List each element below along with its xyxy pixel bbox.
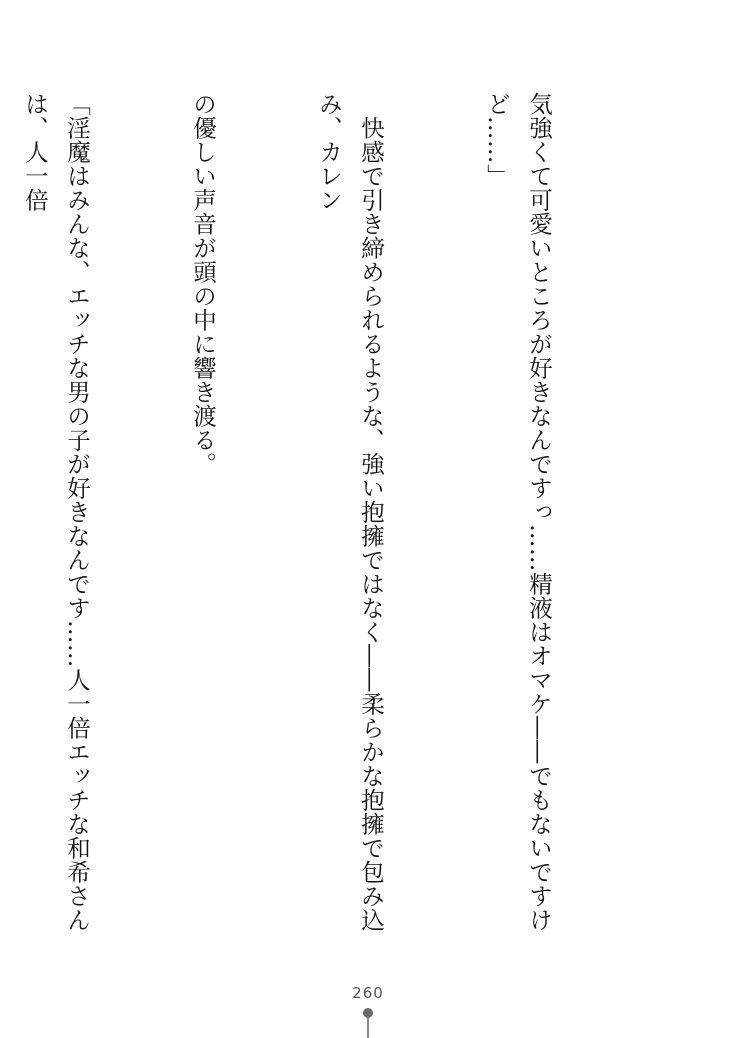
text-line: 「淫魔はみんな、エッチな男の子が好きなんです……人一倍エッチな和希さんは、人一倍	[21, 92, 91, 932]
text-line: 快感で引き締められるような、強い抱擁ではなく――柔らかな抱擁で包み込み、カレン	[315, 92, 385, 932]
text-line: の優しい声音が頭の中に響き渡る。	[189, 92, 217, 476]
text-line: 気強くて可愛いところが好きなんですっ……精液はオマケ――でもないですけど……」	[483, 92, 553, 932]
page-marker-line	[367, 1018, 369, 1038]
page-marker-dot	[363, 1008, 373, 1018]
page-number: 260	[352, 984, 384, 1002]
vertical-text-body	[0, 92, 644, 952]
